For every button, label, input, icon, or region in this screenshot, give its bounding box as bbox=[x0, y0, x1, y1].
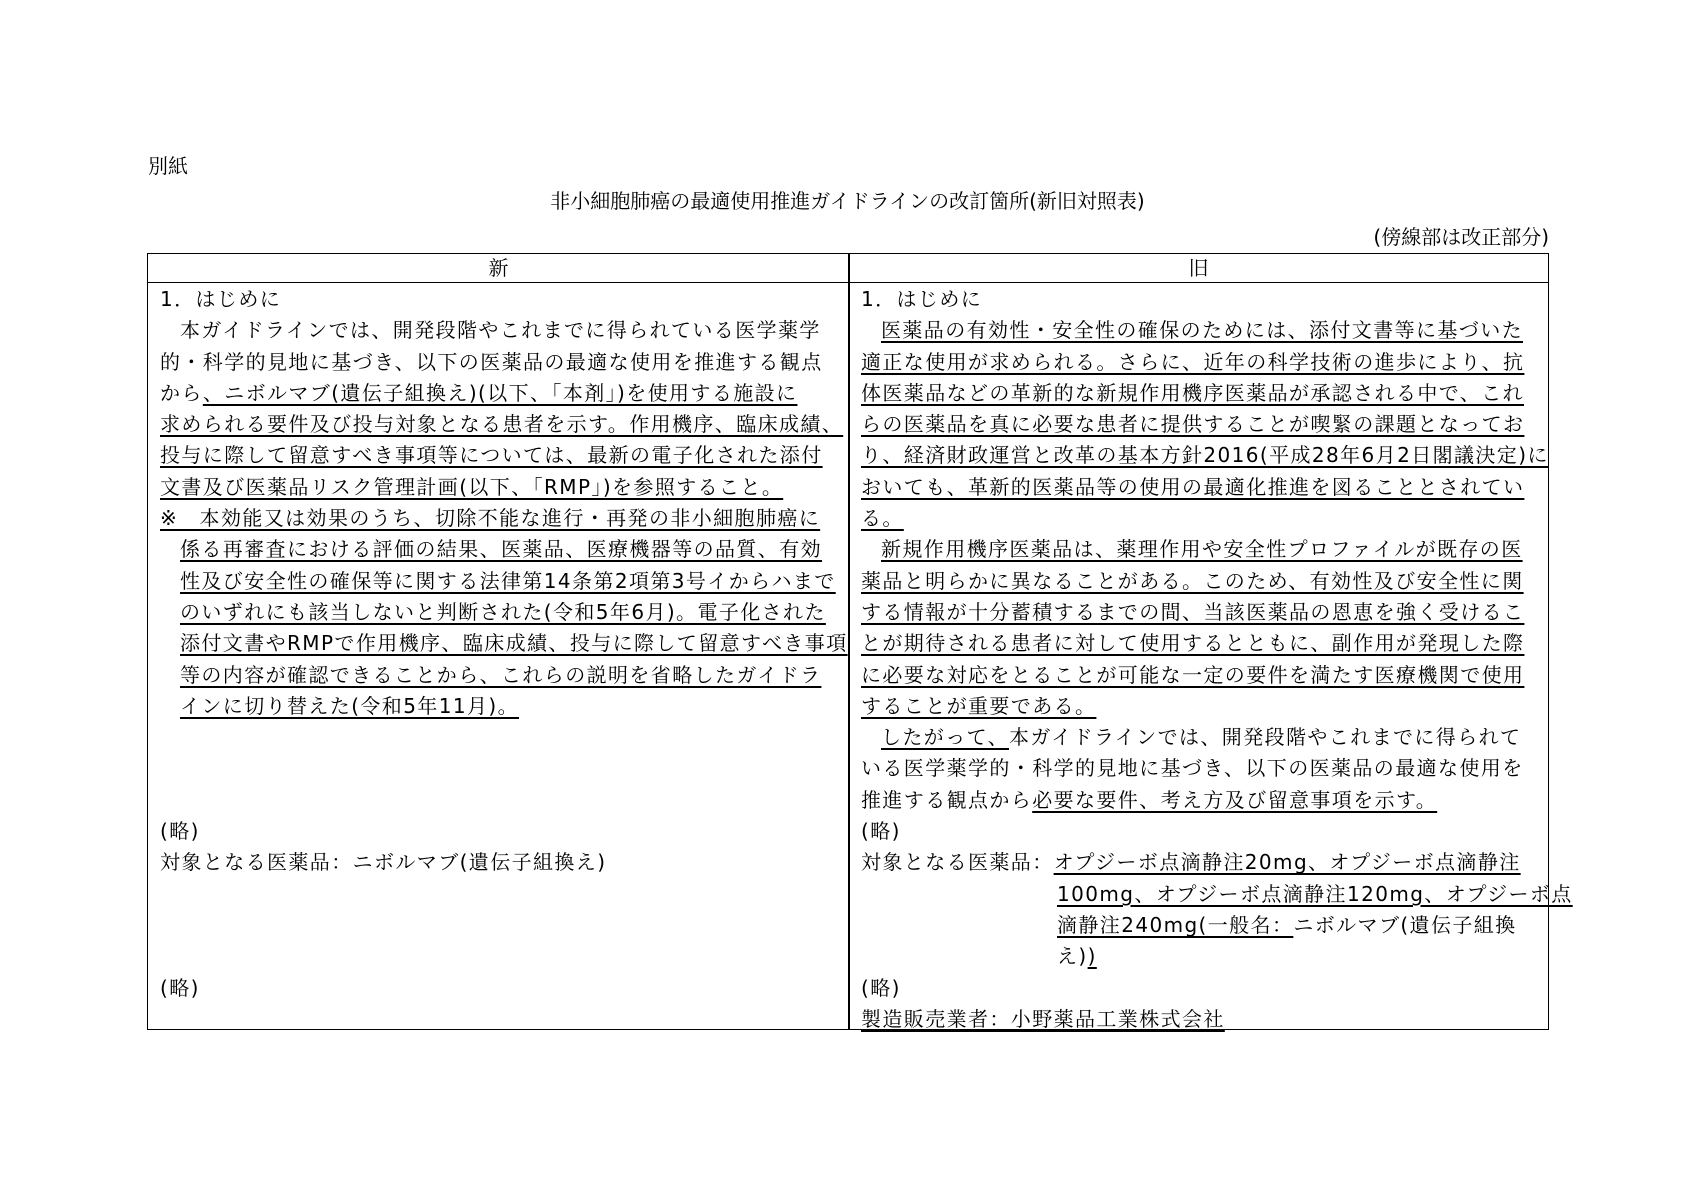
comparison-table bbox=[147, 253, 1573, 1031]
old-para2-line: することが重要である。 bbox=[861, 693, 1097, 718]
old-omitted-marker: (略) bbox=[861, 819, 901, 844]
new-target-drug: 対象となる医薬品：ニボルマブ(遺伝子組換え) bbox=[160, 850, 607, 875]
new-omitted-marker: (略) bbox=[160, 819, 200, 844]
old-column bbox=[861, 284, 1573, 1035]
old-para3-underlined: 必要な要件、考え方及び留意事項を示す。 bbox=[1032, 787, 1438, 812]
new-intro-line: 求められる要件及び投与対象となる患者を示す。作用機序、臨床成績、 bbox=[160, 412, 844, 437]
old-para3-underlined: したがって、 bbox=[881, 725, 1009, 750]
column-header-new: 新 bbox=[148, 254, 849, 283]
new-note-line: 添付文書やRMPで作用機序、臨床成績、投与に際して留意すべき事項 bbox=[180, 631, 848, 656]
old-para1-line: 医薬品の有効性・安全性の確保のためには、添付文書等に基づいた bbox=[881, 318, 1523, 343]
column-divider bbox=[848, 254, 850, 1029]
new-intro-text: から bbox=[160, 380, 203, 405]
new-intro-line bbox=[160, 378, 838, 409]
new-note-line: インに切り替えた(令和5年11月)。 bbox=[180, 693, 519, 718]
column-header-old: 旧 bbox=[849, 254, 1548, 283]
new-omitted-marker: (略) bbox=[160, 975, 200, 1000]
old-para3-text: 推進する観点から bbox=[861, 787, 1033, 812]
old-para2-line: とが期待される患者に対して使用するとともに、副作用が発現した際 bbox=[861, 631, 1525, 656]
old-para2-line: 新規作用機序医薬品は、薬理作用や安全性プロファイルが既存の医 bbox=[881, 537, 1523, 562]
new-intro-line: 投与に際して留意すべき事項等については、最新の電子化された添付 bbox=[160, 443, 823, 468]
new-intro-line: 文書及び医薬品リスク管理計画(以下、「RMP」)を参照すること。 bbox=[160, 474, 784, 499]
old-para3-line bbox=[861, 785, 1539, 816]
old-target-label: 対象となる医薬品： bbox=[861, 850, 1054, 875]
new-section-heading: 1．はじめに bbox=[160, 287, 282, 311]
old-target-line bbox=[861, 910, 1539, 941]
old-target-underlined: 100mg、オプジーボ点滴静注120mg、オプジーボ点 bbox=[1057, 881, 1573, 906]
new-column bbox=[160, 284, 848, 1004]
new-note-line: 性及び安全性の確保等に関する法律第14条第2項第3号イからハまで bbox=[180, 568, 836, 593]
old-manufacturer: 製造販売業者：小野薬品工業株式会社 bbox=[861, 1006, 1225, 1031]
document-title: 非小細胞肺癌の最適使用推進ガイドラインの改訂箇所(新旧対照表) bbox=[550, 189, 1145, 213]
attachment-label: 別紙 bbox=[148, 154, 188, 178]
old-target-underlined: ) bbox=[1087, 944, 1097, 969]
old-target-underlined: 滴静注240mg(一般名： bbox=[1057, 912, 1294, 937]
new-intro-line: 本ガイドラインでは、開発段階やこれまでに得られている医学薬学 bbox=[180, 318, 821, 343]
old-para3-text: 本ガイドラインでは、開発段階やこれまでに得られて bbox=[1009, 725, 1522, 750]
new-note-line: のいずれにも該当しないと判断された(令和5年6月)。電子化された bbox=[180, 599, 826, 624]
old-target-underlined: オプジーボ点滴静注20mg、オプジーボ点滴静注 bbox=[1053, 850, 1521, 875]
old-para2-line: 薬品と明らかに異なることがある。このため、有効性及び安全性に関 bbox=[861, 568, 1524, 593]
old-section-heading: 1．はじめに bbox=[861, 287, 983, 311]
old-para1-line: り、経済財政運営と改革の基本方針2016(平成28年6月2日閣議決定)に bbox=[861, 443, 1549, 468]
old-para1-line: おいても、革新的医薬品等の使用の最適化推進を図ることとされてい bbox=[861, 474, 1525, 499]
old-target-line bbox=[861, 847, 1539, 878]
new-note-line: ※ 本効能又は効果のうち、切除不能な進行・再発の非小細胞肺癌に bbox=[160, 506, 821, 531]
old-para1-line: る。 bbox=[861, 506, 904, 531]
new-intro-line: 的・科学的見地に基づき、以下の医薬品の最適な使用を推進する観点 bbox=[160, 349, 823, 374]
new-note-line: 等の内容が確認できることから、これらの説明を省略したガイドラ bbox=[180, 662, 822, 687]
old-omitted-marker: (略) bbox=[861, 975, 901, 1000]
underline-legend: (傍線部は改正部分) bbox=[1373, 225, 1549, 249]
old-para1-line: 適正な使用が求められる。さらに、近年の科学技術の進歩により、抗 bbox=[861, 349, 1525, 374]
new-note-line: 係る再審査における評価の結果、医薬品、医療機器等の品質、有効 bbox=[180, 537, 822, 562]
old-para1-line: らの医薬品を真に必要な患者に提供することが喫緊の課題となってお bbox=[861, 412, 1525, 437]
old-target-text: ニボルマブ(遺伝子組換 bbox=[1293, 912, 1517, 937]
old-para1-line: 体医薬品などの革新的な新規作用機序医薬品が承認される中で、これ bbox=[861, 380, 1524, 405]
old-para2-line: する情報が十分蓄積するまでの間、当該医薬品の恩恵を強く受けるこ bbox=[861, 599, 1525, 624]
old-target-text: え) bbox=[1057, 944, 1088, 969]
old-para3-line bbox=[861, 722, 1539, 753]
new-intro-underlined: 、ニボルマブ(遺伝子組換え)(以下、「本剤」)を使用する施設に bbox=[202, 380, 798, 405]
old-target-line bbox=[861, 941, 1539, 972]
old-para2-line: に必要な対応をとることが可能な一定の要件を満たす医療機関で使用 bbox=[861, 662, 1525, 687]
old-para3-line: いる医学薬学的・科学的見地に基づき、以下の医薬品の最適な使用を bbox=[861, 756, 1524, 781]
